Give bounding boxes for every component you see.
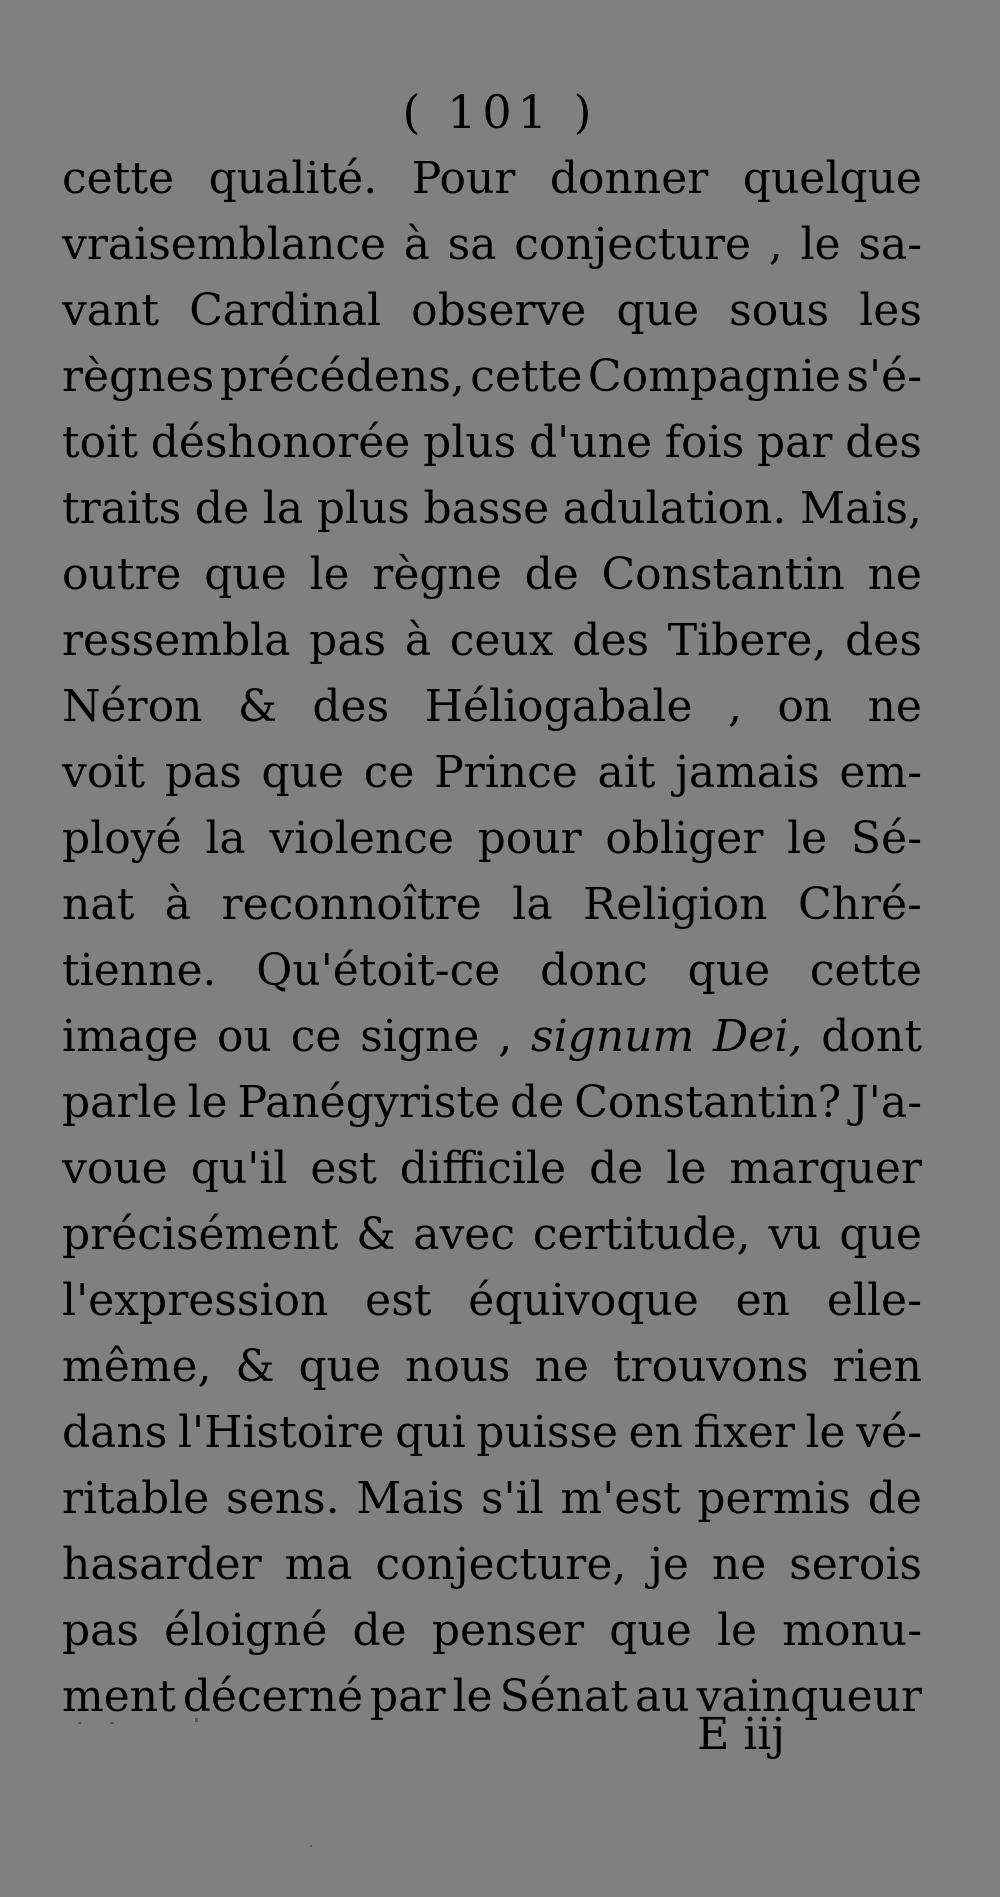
text-line: parle le Panégyriste de Constantin? J'a- [62, 1077, 922, 1128]
text-line: vraisemblance à sa conjecture , le sa- [62, 219, 922, 270]
text-line: outre que le règne de Constantin ne [62, 549, 922, 600]
text-line: nat à reconnoître la Religion Chré- [62, 879, 922, 930]
text-line: toit déshonorée plus d'une fois par des [62, 417, 922, 468]
signature-mark: E iij [697, 1709, 785, 1760]
text-line: règnes précédens, cette Compagnie s'é- [62, 351, 922, 402]
text-line: Néron & des Héliogabale , on ne [62, 681, 922, 732]
scan-speck [78, 1722, 81, 1724]
scan-speck [110, 1722, 114, 1724]
text-line: traits de la plus basse adulation. Mais, [62, 483, 922, 534]
text-line: image ou ce signe , signum Dei, dont [62, 1011, 922, 1062]
scan-speck [310, 1845, 312, 1847]
text-line: précisément & avec certitude, vu que [62, 1209, 922, 1260]
text-line: ployé la violence pour obliger le Sé- [62, 813, 922, 864]
text-line: même, & que nous ne trouvons rien [62, 1341, 922, 1392]
scan-speck [195, 1718, 198, 1722]
text-line: tienne. Qu'étoit-ce donc que cette [62, 945, 922, 996]
text-line: voue qu'il est difficile de le marquer [62, 1143, 922, 1194]
text-line: hasarder ma conjecture, je ne serois [62, 1539, 922, 1590]
body-text [62, 146, 922, 1730]
text-line: ritable sens. Mais s'il m'est permis de [62, 1473, 922, 1524]
text-line: voit pas que ce Prince ait jamais em- [62, 747, 922, 798]
text-line: pas éloigné de penser que le monu- [62, 1605, 922, 1656]
text-line: l'expression est équivoque en elle- [62, 1275, 922, 1326]
text-line: dans l'Histoire qui puisse en fixer le vé- [62, 1407, 922, 1458]
page-number: ( 101 ) [402, 85, 598, 139]
text-line: vant Cardinal observe que sous les [62, 285, 922, 336]
text-line: cette qualité. Pour donner quelque [62, 153, 922, 204]
text-line: ressembla pas à ceux des Tibere, des [62, 615, 922, 666]
text-line: ment décerné par le Sénat au vainqueur [62, 1671, 922, 1722]
